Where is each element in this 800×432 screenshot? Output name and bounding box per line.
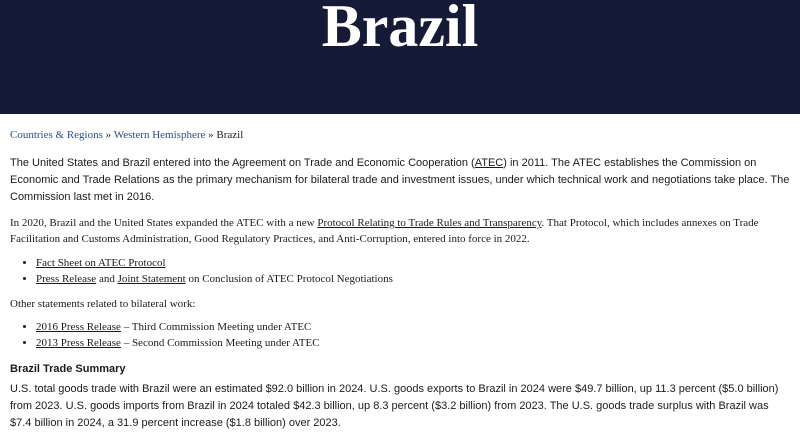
atec-links-list xyxy=(10,255,790,287)
breadcrumb-separator: » xyxy=(205,129,217,141)
breadcrumb-separator: » xyxy=(102,129,114,141)
breadcrumb xyxy=(10,129,790,141)
breadcrumb-current: Brazil xyxy=(216,129,244,141)
press-release-link[interactable]: Press Release xyxy=(36,273,97,285)
conclusion-text: on Conclusion of ATEC Protocol Negotiations xyxy=(185,273,393,285)
protocol-text-start: In 2020, Brazil and the United States expanded the ATEC with a new xyxy=(10,217,318,229)
intro-text-end: ) in 2011. The ATEC establishes the Commission on Economic and Trade Relations as the primary mechanism for bilateral trade and investment issues, under which technical work and negotiations take place. The Commission last met in 2016. xyxy=(10,157,790,203)
press-release-2016-link[interactable]: 2016 Press Release xyxy=(36,321,121,333)
statement-description: – Second Commission Meeting under ATEC xyxy=(120,337,320,349)
conjunction-text: and xyxy=(96,273,118,285)
atec-link[interactable]: ATEC xyxy=(474,157,504,169)
breadcrumb-countries-regions-link[interactable]: Countries & Regions xyxy=(10,129,103,141)
trade-summary-heading: Brazil Trade Summary xyxy=(10,363,126,375)
page-hero-banner xyxy=(0,0,800,114)
protocol-paragraph xyxy=(10,215,790,247)
main-content xyxy=(0,129,800,432)
other-statements-label: Other statements related to bilateral work: xyxy=(10,298,196,310)
intro-paragraph xyxy=(10,155,790,206)
statement-description: – Third Commission Meeting under ATEC xyxy=(120,321,312,333)
intro-text-start: The United States and Brazil entered into the Agreement on Trade and Economic Cooperation ( xyxy=(10,157,475,169)
press-release-2013-link[interactable]: 2013 Press Release xyxy=(36,337,121,349)
statements-list xyxy=(10,319,790,351)
trade-summary-paragraph: U.S. total goods trade with Brazil were an estimated $92.0 billion in 2024. U.S. goods exports to Brazil in 2024 were $49.7 billion, up 11.3 percent ($5.0 billion) from 2023. U.S. goods imports from Brazil in 2024 totaled $42.3 billion, up 8.3 percent ($3.2 billion) from 2023. The U.S. goods trade surplus with Brazil was $7.4 billion in 2024, a 31.9 percent increase ($1.8 billion) over 2023. xyxy=(10,383,779,429)
breadcrumb-western-hemisphere-link[interactable]: Western Hemisphere xyxy=(113,129,206,141)
protocol-text-end: . That Protocol, which includes annexes on Trade Facilitation and Customs Administration, Good Regulatory Practices, and Anti-Corruption, entered into force in 2022. xyxy=(10,217,759,245)
list-item xyxy=(36,319,790,335)
page-title: Brazil xyxy=(321,0,479,59)
list-item xyxy=(36,335,790,351)
list-item xyxy=(36,255,790,271)
fact-sheet-link[interactable]: Fact Sheet on ATEC Protocol xyxy=(36,257,166,269)
list-item xyxy=(36,271,790,287)
protocol-link[interactable]: Protocol Relating to Trade Rules and Transparency xyxy=(317,217,542,229)
joint-statement-link[interactable]: Joint Statement xyxy=(117,273,186,285)
